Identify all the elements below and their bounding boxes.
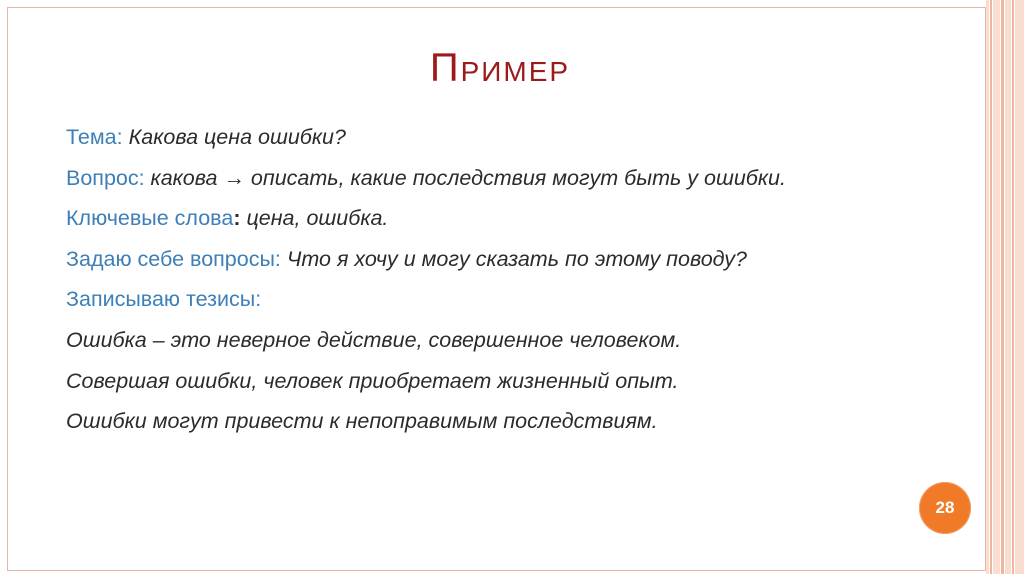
line-label: Ключевые слова	[66, 206, 234, 231]
line-text: Какова цена ошибки?	[122, 125, 346, 149]
line-label: Записываю тезисы:	[66, 287, 262, 312]
line-self-questions	[66, 244, 966, 285]
line-theses-heading	[66, 284, 966, 325]
line-label: Вопрос:	[66, 165, 145, 190]
line-thesis-1	[66, 325, 966, 366]
line-keywords	[66, 203, 966, 244]
thesis-text: Ошибки могут привести к непоправимым последствиям.	[66, 409, 658, 434]
line-thesis-3	[66, 406, 966, 447]
slide-body	[66, 122, 966, 447]
line-thesis-2	[66, 366, 966, 407]
line-text: цена, ошибка.	[240, 206, 389, 231]
line-text: какова → описать, какие последствия могут быть у ошибки.	[144, 165, 786, 190]
line-label: Тема:	[66, 125, 123, 149]
line-label: Задаю себе вопросы:	[66, 246, 281, 271]
slide-title: Пример	[429, 46, 571, 90]
thesis-text: Совершая ошибки, человек приобретает жизненный опыт.	[66, 368, 679, 393]
thesis-text: Ошибка – это неверное действие, совершенное человеком.	[66, 327, 682, 352]
line-text: Что я хочу и могу сказать по этому поводу?	[280, 246, 748, 271]
line-label-colon: :	[233, 206, 241, 231]
line-question	[66, 163, 966, 204]
line-topic	[66, 122, 966, 163]
page-number-badge: 28	[919, 482, 971, 534]
